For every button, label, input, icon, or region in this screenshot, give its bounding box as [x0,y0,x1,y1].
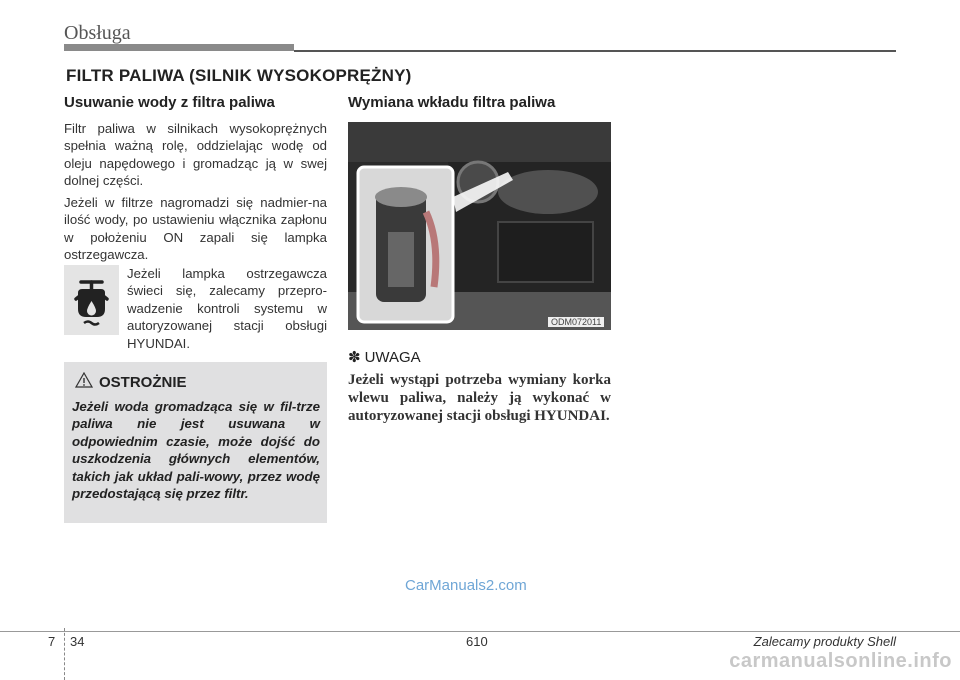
caution-heading-label: OSTROŻNIE [99,373,187,391]
paragraph-filter-role: Filtr paliwa w silnikach wysokoprężnych spełnia ważną rolę, oddzielając wodę od oleju napędowego i gromadząc ją w swej dolnej części. [64,121,327,189]
engine-bay-photo [348,122,611,330]
caution-heading [75,372,187,392]
footer-rule [0,631,960,632]
footer-chapter: 7 [48,634,56,649]
subheading-water-removal: Usuwanie wody z filtra paliwa [64,94,275,111]
note-heading-label: UWAGA [364,348,421,366]
footer-page: 34 [70,634,85,649]
header-bar [64,44,294,51]
subheading-filter-replacement: Wymiana wkładu filtra paliwa [348,94,556,111]
asterisk-icon: ✽ [348,349,361,366]
section-title: FILTR PALIWA (SILNIK WYSOKOPRĘŻNY) [66,66,412,85]
footer-divider [64,628,66,680]
chapter-title: Obsługa [64,22,131,44]
watermark-link[interactable]: CarManuals2.com [405,577,527,594]
watermark-site: carmanualsonline.info [729,650,952,672]
footer-center-number: 610 [466,634,488,649]
header-rule [294,50,896,52]
caution-text: Jeżeli woda gromadząca się w fil-trze paliwa nie jest usuwana w odpowiednim czasie, może dojść do uszkodzenia głównych elementów, takich jak układ pali-wowy, przez wodę przedostającą się przez filtr. [72,399,320,502]
note-text: Jeżeli wystąpi potrzeba wymiany korka wlewu paliwa, należy ją wykonać w autoryzowanej stacji obsługi HYUNDAI. [348,372,611,424]
note-heading [348,348,421,366]
paragraph-lamp-lit: Jeżeli lampka ostrzegawcza świeci się, zalecamy przepro-wadzenie kontroli systemu w autoryzowanej stacji obsługi HYUNDAI. [127,266,327,351]
footer-slogan: Zalecamy produkty Shell [753,634,896,649]
water-in-fuel-icon [64,265,119,335]
warning-triangle-icon [75,372,93,392]
photo-code: ODM072011 [548,317,604,327]
paragraph-water-warning: Jeżeli w filtrze nagromadzi się nadmier-na ilość wody, po ustawieniu włącznika zapłonu w położeniu ON zapali się lampka ostrzegawcza. [64,195,327,263]
